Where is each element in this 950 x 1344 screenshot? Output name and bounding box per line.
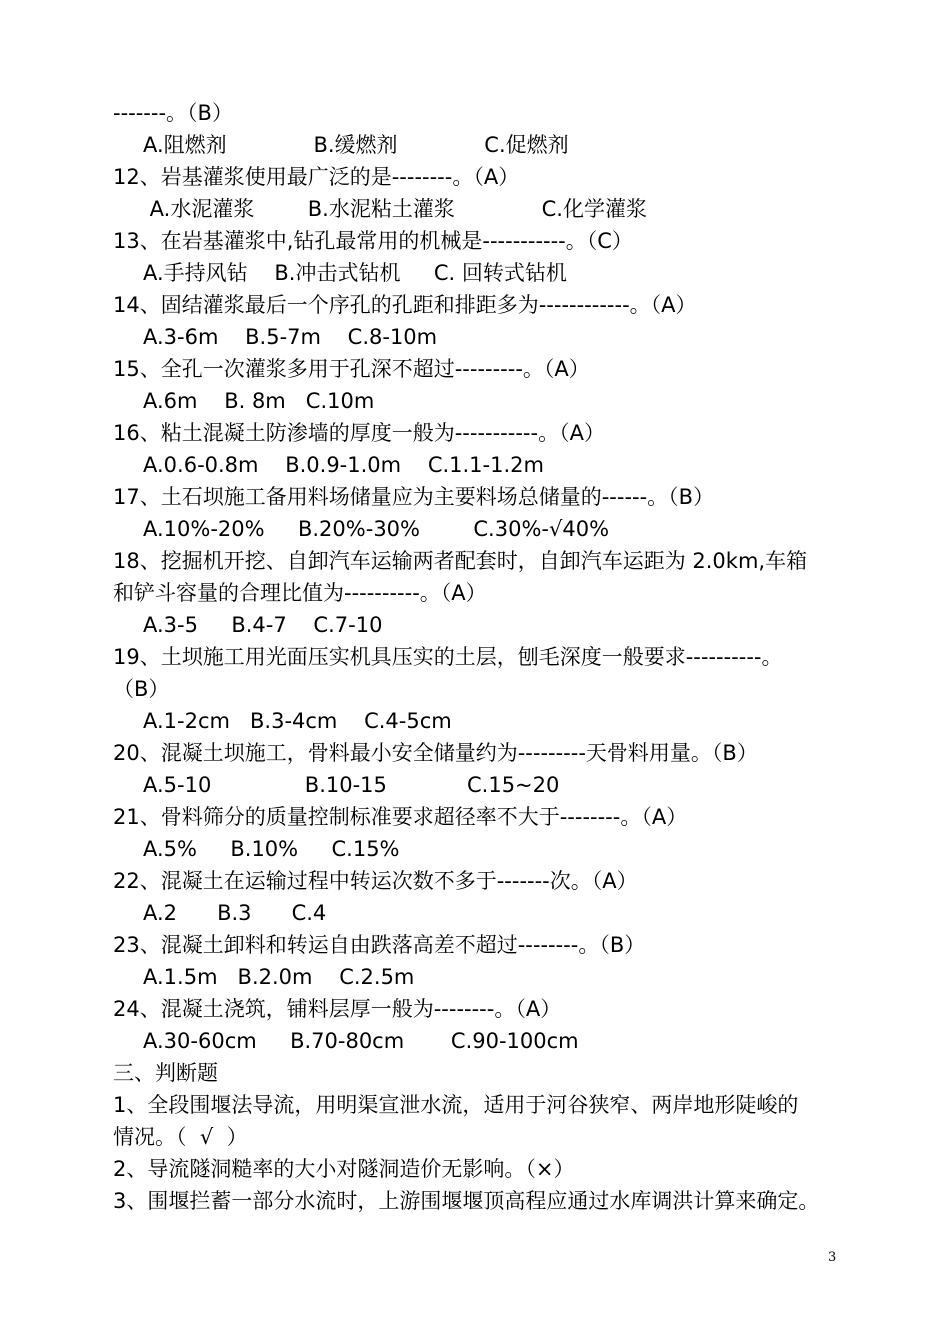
text-line: 2、导流隧洞糙率的大小对隧洞造价无影响。（×）	[113, 1157, 575, 1181]
answer-options-line: A.5-10 B.10-15 C.15~20	[143, 773, 560, 797]
text-line: 情况。（ √ ）	[113, 1125, 248, 1149]
answer-options-line: A.2 B.3 C.4	[143, 901, 327, 925]
text-line: 16、粘土混凝土防渗墙的厚度一般为-----------。（A）	[113, 421, 605, 445]
answer-options-line: A.1-2cm B.3-4cm C.4-5cm	[143, 709, 452, 733]
text-line: 22、混凝土在运输过程中转运次数不多于-------次。（A）	[113, 869, 638, 893]
answer-options-line: A.5% B.10% C.15%	[143, 837, 400, 861]
answer-options-line: A.6m B. 8m C.10m	[143, 389, 375, 413]
text-line: 15、全孔一次灌浆多用于孔深不超过---------。（A）	[113, 357, 590, 381]
text-line: 12、岩基灌浆使用最广泛的是--------。（A）	[113, 165, 520, 189]
text-line: 23、混凝土卸料和转运自由跌落高差不超过--------。（B）	[113, 933, 646, 957]
page-number: 3	[828, 1250, 837, 1265]
text-line: 三、判断题	[113, 1061, 218, 1085]
document-body	[113, 97, 841, 1217]
text-line: （B）	[113, 677, 170, 701]
text-line: 1、全段围堰法导流，用明渠宣泄水流，适用于河谷狭窄、两岸地形陡峻的	[113, 1093, 799, 1117]
text-line: -------。（B）	[113, 101, 233, 125]
answer-options-line: A.水泥灌浆 B.水泥粘土灌浆 C.化学灌浆	[143, 197, 647, 221]
answer-options-line: A.30-60cm B.70-80cm C.90-100cm	[143, 1029, 579, 1053]
answer-options-line: A.手持风钻 B.冲击式钻机 C. 回转式钻机	[143, 261, 567, 285]
text-line: 14、固结灌浆最后一个序孔的孔距和排距多为------------。（A）	[113, 293, 697, 317]
answer-options-line: A.1.5m B.2.0m C.2.5m	[143, 965, 415, 989]
answer-options-line: A.阻燃剂 B.缓燃剂 C.促燃剂	[143, 133, 569, 157]
text-line: 和铲斗容量的合理比值为----------。（A）	[113, 581, 487, 605]
answer-options-line: A.3-6m B.5-7m C.8-10m	[143, 325, 438, 349]
text-line: 13、在岩基灌浆中,钻孔最常用的机械是-----------。（C）	[113, 229, 633, 253]
text-line: 21、骨料筛分的质量控制标准要求超径率不大于--------。（A）	[113, 805, 688, 829]
answer-options-line: A.3-5 B.4-7 C.7-10	[143, 613, 383, 637]
answer-options-line: A.10%-20% B.20%-30% C.30%-√40%	[143, 517, 610, 541]
text-line: 19、土坝施工用光面压实机具压实的土层，刨毛深度一般要求----------。	[113, 645, 783, 669]
text-line: 20、混凝土坝施工，骨料最小安全储量约为---------天骨料用量。（B）	[113, 741, 758, 765]
text-line: 18、挖掘机开挖、自卸汽车运输两者配套时，自卸汽车运距为 2.0km,车箱	[113, 549, 808, 573]
text-line: 24、混凝土浇筑，铺料层厚一般为--------。（A）	[113, 997, 562, 1021]
answer-options-line: A.0.6-0.8m B.0.9-1.0m C.1.1-1.2m	[143, 453, 544, 477]
text-line: 17、土石坝施工备用料场储量应为主要料场总储量的------。（B）	[113, 485, 715, 509]
text-line: 3、围堰拦蓄一部分水流时，上游围堰堰顶高程应通过水库调洪计算来确定。	[113, 1189, 820, 1213]
